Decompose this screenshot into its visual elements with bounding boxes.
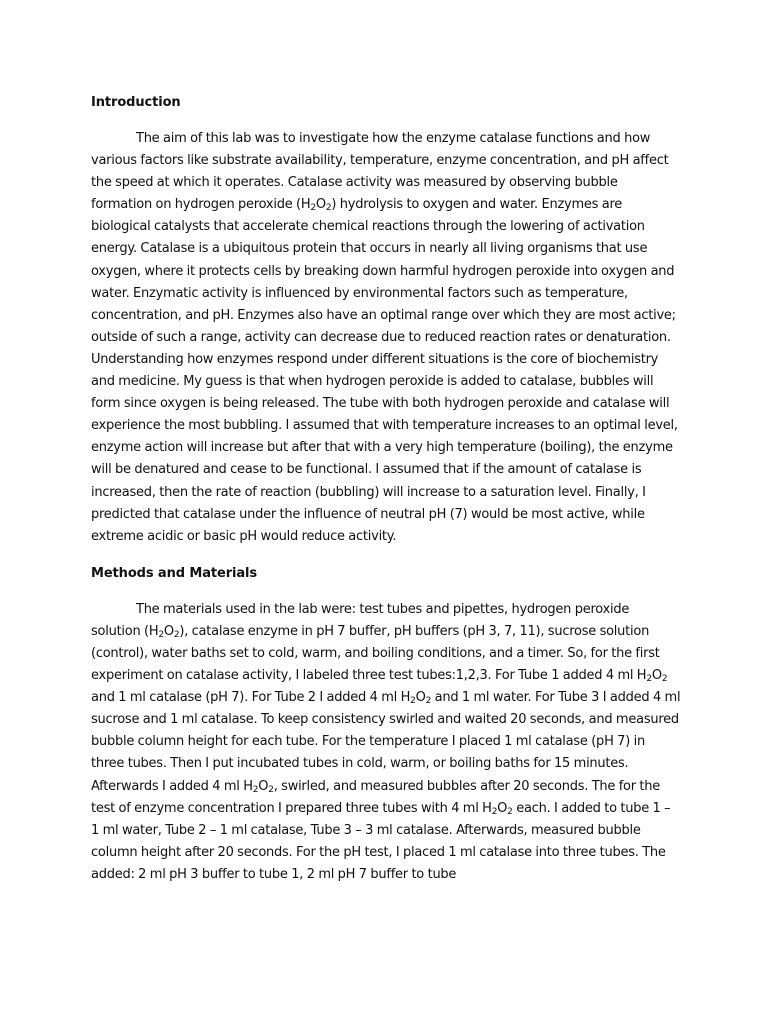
introduction-heading: Introduction	[91, 95, 181, 110]
subscript: 2	[310, 203, 316, 214]
subscript: 2	[491, 806, 498, 817]
document-page	[91, 92, 681, 901]
subscript: 2	[173, 629, 180, 640]
subscript: 2	[325, 203, 332, 214]
subscript: 2	[268, 784, 274, 795]
subscript: 2	[646, 674, 652, 685]
subscript: 2	[507, 806, 513, 817]
subscript: 2	[661, 674, 668, 685]
subscript: 2	[252, 784, 259, 795]
subscript: 2	[158, 629, 164, 640]
subscript: 2	[410, 696, 416, 707]
subscript: 2	[425, 696, 432, 707]
methods-paragraph: The materials used in the lab were: test tubes and pipettes, hydrogen peroxide solution $(H_2O_2)$, catalase enzyme in pH 7 buffer, pH buffers (pH 3, 7, 11), sucrose solution (control), water baths set to cold, warm, and boiling conditions, and a timer. So, for the first experiment on catalase activity, I labeled three test tubes:1,2,3. For Tube 1 added 4 ml $H_2O_2$ and 1 ml catalase (pH 7). For Tube 2 I added 4 ml $H_2O_2$ and 1 ml water. For Tube 3 I added 4 ml sucrose and 1 ml catalase. To keep consistency swirled and waited 20 seconds, and measured bubble column height for each tube. For the temperature I placed 1 ml catalase (pH 7) in three tubes. Then I put incubated tubes in cold, warm, or boiling baths for 15 minutes. Afterwards I added 4 ml $H_2O_2$, swirled, and measured bubbles after 20 seconds. The for the test of enzyme concentration I prepared three tubes with 4 ml $H_2O_2$ each. I added to tube 1 – 1 ml water, Tube 2 – 1 ml catalase, Tube 3 – 3 ml catalase. Afterwards, measured bubble column height after 20 seconds. For the pH test, I placed 1 ml catalase into three tubes. The added: 2 ml pH 3 buffer to tube 1, 2 ml pH 7 buffer to tube	[91, 601, 681, 882]
methods-heading: Methods and Materials	[91, 565, 258, 581]
introduction-paragraph: The aim of this lab was to investigate how the enzyme catalase functions and how various factors like substrate availability, temperature, enzyme concentration, and pH affect the speed at which it operates. Catalase activity was measured by observing bubble formation on hydrogen peroxide $(H_2O_2)$ hydrolysis to oxygen and water. Enzymes are biological catalysts that accelerate chemical reactions through the lowering of activation energy. Catalase is a ubiquitous protein that occurs in nearly all living organisms that use oxygen, where it protects cells by breaking down harmful hydrogen peroxide into oxygen and water. Enzymatic activity is influenced by environmental factors such as temperature, concentration, and pH. Enzymes also have an optimal range over which they are most active; outside of such a range, activity can decrease due to reduced reaction rates or denaturation. Understanding how enzymes respond under different situations is the core of biochemistry and medicine. My guess is that when hydrogen peroxide is added to catalase, bubbles will form since oxygen is being released. The tube with both hydrogen peroxide and catalase will experience the most bubbling. I assumed that with temperature increases to an optimal level, enzyme action will increase but after that with a very high temperature (boiling), the enzyme will be denatured and cease to be functional. I assumed that if the amount of catalase is increased, then the rate of reaction (bubbling) will increase to a saturation level. Finally, I predicted that catalase under the influence of neutral pH (7) would be most active, while extreme acidic or basic pH would reduce activity.	[91, 131, 678, 544]
